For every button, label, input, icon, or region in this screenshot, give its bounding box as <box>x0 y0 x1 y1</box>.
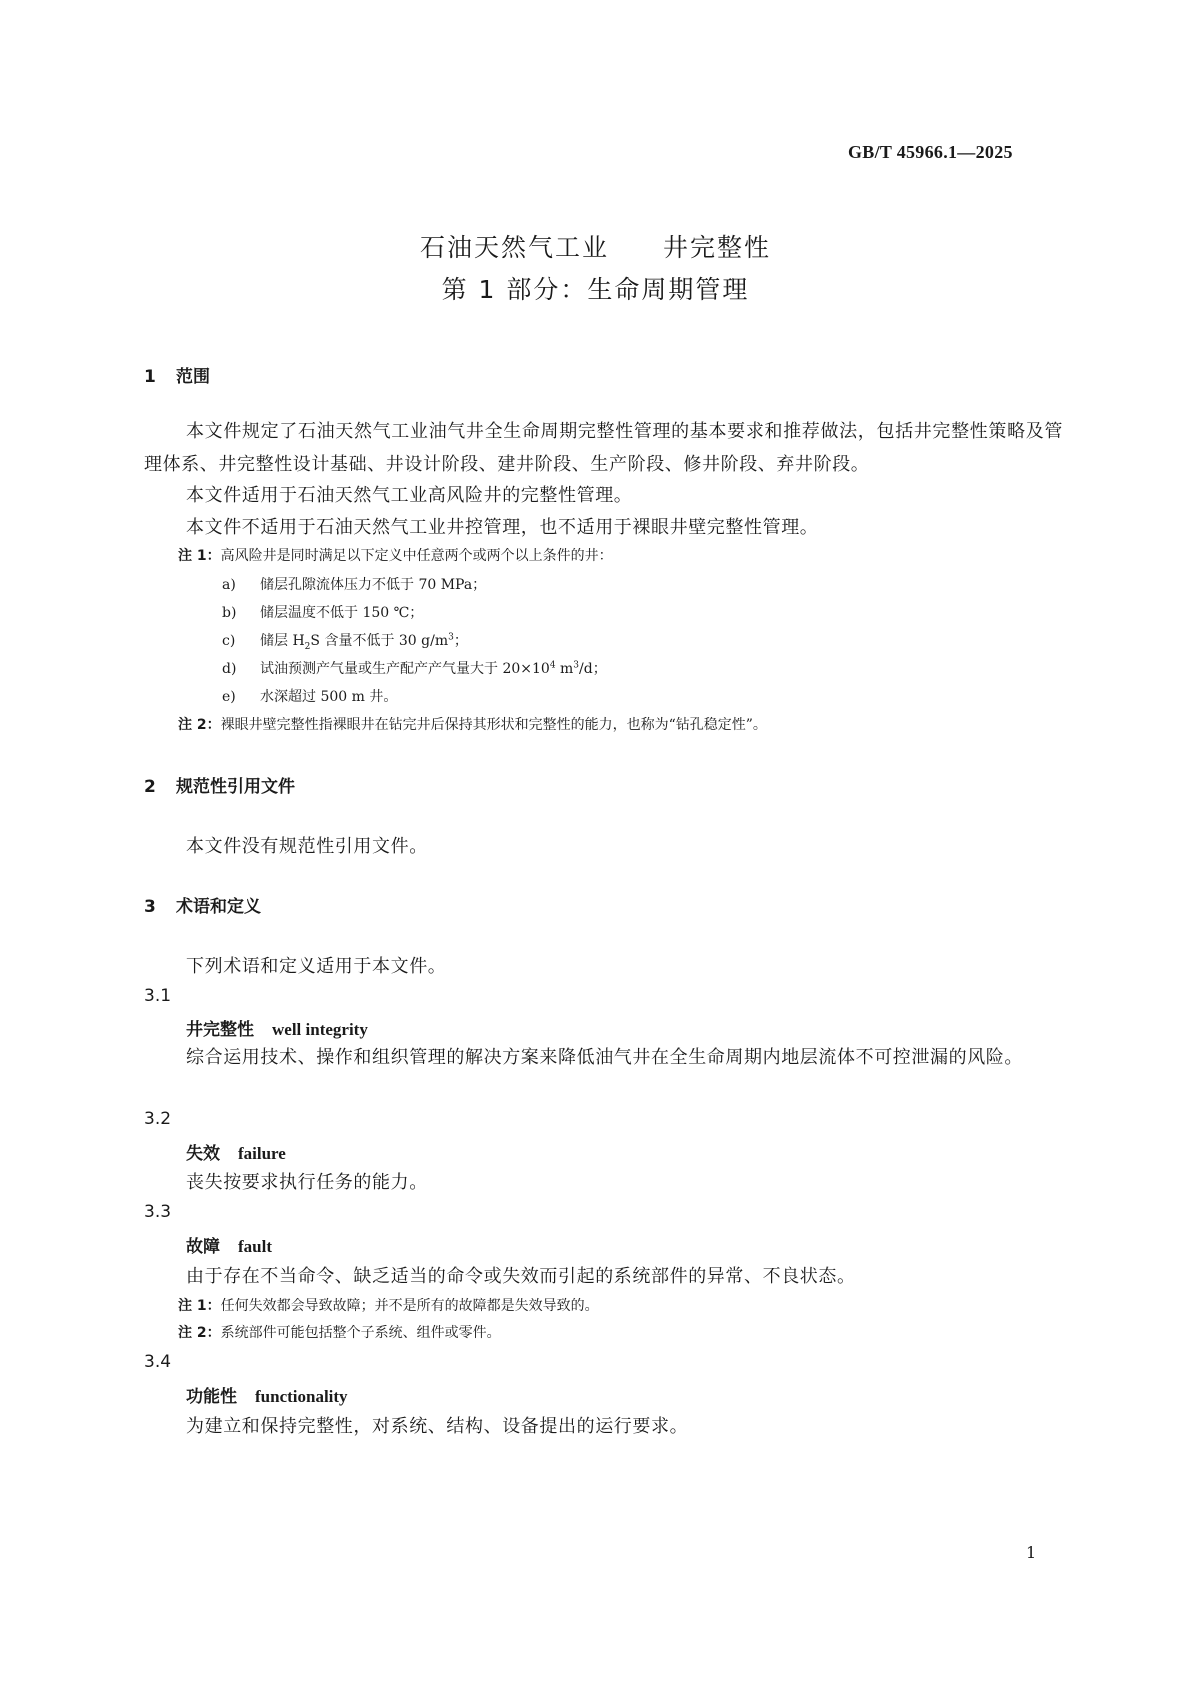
item-label: e) <box>222 689 236 705</box>
condition-item-e <box>222 686 397 706</box>
note-label: 注 2： <box>178 1325 221 1341</box>
document-title-line2: 第 1 部分：生命周期管理 <box>441 275 750 304</box>
term-3-1 <box>186 1015 368 1040</box>
page-number: 1 <box>1026 1543 1037 1562</box>
normative-references-paragraph: 本文件没有规范性引用文件。 <box>186 836 428 857</box>
term-chinese: 井完整性 <box>186 1020 254 1040</box>
term-3-4 <box>186 1382 348 1407</box>
section-title: 术语和定义 <box>176 897 261 917</box>
item-label: a) <box>222 577 236 593</box>
term-english: well integrity <box>272 1020 368 1039</box>
condition-item-d <box>222 658 607 678</box>
note-text: 任何失效都会导致故障；并不是所有的故障都是失效导致的。 <box>220 1298 599 1314</box>
item-label: b) <box>222 605 237 621</box>
scope-paragraph-3: 本文件不适用于石油天然气工业井控管理，也不适用于裸眼井壁完整性管理。 <box>186 517 819 538</box>
term-english: functionality <box>255 1387 348 1406</box>
scope-paragraph-2: 本文件适用于石油天然气工业高风险井的完整性管理。 <box>186 485 633 506</box>
section-number: 1 <box>144 367 156 387</box>
standard-number: GB/T 45966.1—2025 <box>848 142 1013 162</box>
term-number-3-4: 3.4 <box>144 1352 172 1372</box>
note-text: 高风险井是同时满足以下定义中任意两个或两个以上条件的井： <box>220 548 613 564</box>
section-title: 范围 <box>176 367 210 387</box>
item-text: 储层孔隙流体压力不低于 70 MPa； <box>260 577 487 593</box>
terms-intro-paragraph: 下列术语和定义适用于本文件。 <box>186 956 447 977</box>
term-chinese: 功能性 <box>186 1387 237 1407</box>
item-label: d) <box>222 661 237 677</box>
term-number-3-1: 3.1 <box>144 986 172 1006</box>
section-2-heading <box>144 772 295 797</box>
item-text: 储层 $H_2S$ 含量不低于 30 $g/m^3$； <box>260 632 468 652</box>
section-1-heading <box>144 362 210 387</box>
scope-note-1 <box>178 545 613 565</box>
note-text: 系统部件可能包括整个子系统、组件或零件。 <box>220 1325 501 1341</box>
section-title: 规范性引用文件 <box>176 777 295 797</box>
term-3-3-definition: 由于存在不当命令、缺乏适当的命令或失效而引起的系统部件的异常、不良状态。 <box>186 1266 856 1287</box>
term-chinese: 故障 <box>186 1237 220 1257</box>
section-3-heading <box>144 892 261 917</box>
term-chinese: 失效 <box>186 1144 220 1164</box>
note-label: 注 1： <box>178 548 221 564</box>
condition-item-a <box>222 574 486 594</box>
section-number: 3 <box>144 897 156 917</box>
condition-item-c <box>222 630 468 652</box>
document-title-line1: 石油天然气工业 井完整性 <box>419 233 771 262</box>
term-number-3-2: 3.2 <box>144 1109 172 1129</box>
term-3-1-definition: 综合运用技术、操作和组织管理的解决方案来降低油气井在全生命周期内地层流体不可控泄漏的风险。 <box>186 1047 1023 1068</box>
item-text: 试油预测产气量或生产配产产气量大于 $20\times 10^4$ $m^3/d$； <box>260 660 607 677</box>
term-3-4-definition: 为建立和保持完整性，对系统、结构、设备提出的运行要求。 <box>186 1416 689 1437</box>
term-english: fault <box>238 1237 272 1256</box>
scope-paragraph-1: 本文件规定了石油天然气工业油气井全生命周期完整性管理的基本要求和推荐做法，包括井完整性策略及管理体系、井完整性设计基础、井设计阶段、建井阶段、生产阶段、修井阶段、弃井阶段。 <box>144 421 1063 475</box>
term-number-3-3: 3.3 <box>144 1202 172 1222</box>
note-text: 裸眼井壁完整性指裸眼井在钻完井后保持其形状和完整性的能力，也称为“钻孔稳定性”。 <box>220 717 767 733</box>
item-label: c) <box>222 633 236 649</box>
term-3-3-note-1 <box>178 1295 599 1315</box>
term-3-2 <box>186 1139 286 1164</box>
scope-note-2 <box>178 714 767 734</box>
item-text: 水深超过 500 m 井。 <box>260 689 398 705</box>
term-english: failure <box>238 1144 286 1163</box>
condition-item-b <box>222 602 423 622</box>
note-label: 注 2： <box>178 717 221 733</box>
term-3-2-definition: 丧失按要求执行任务的能力。 <box>186 1172 428 1193</box>
note-label: 注 1： <box>178 1298 221 1314</box>
term-3-3 <box>186 1232 272 1257</box>
section-number: 2 <box>144 777 156 797</box>
term-3-3-note-2 <box>178 1322 501 1342</box>
item-text: 储层温度不低于 150 ℃； <box>260 605 424 621</box>
